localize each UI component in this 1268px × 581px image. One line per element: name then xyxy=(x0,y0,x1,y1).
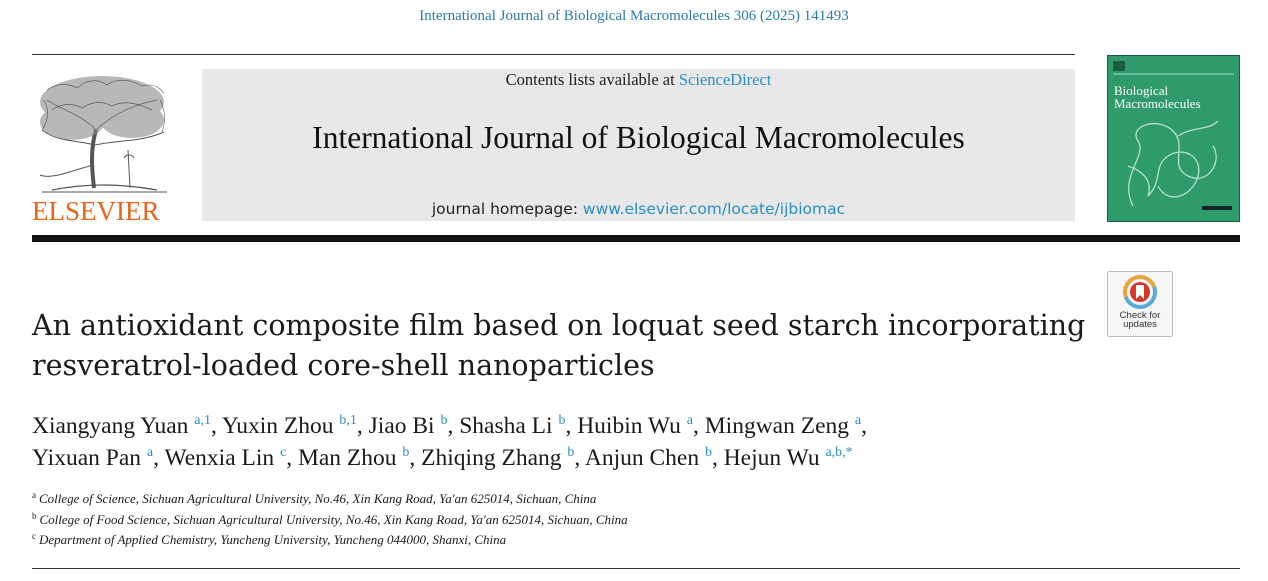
author-separator: , xyxy=(409,445,422,471)
article-title-line1: An antioxidant composite film based on loquat seed starch incorporating xyxy=(32,309,1086,342)
author-name[interactable]: Mingwan Zeng xyxy=(704,413,850,439)
author-list xyxy=(32,410,1112,474)
author-separator: , xyxy=(693,413,705,439)
author-name[interactable]: Xiangyang Yuan xyxy=(32,413,189,439)
author-affil-marker[interactable]: b xyxy=(558,413,566,428)
author-separator: , xyxy=(356,413,369,439)
sciencedirect-link[interactable]: ScienceDirect xyxy=(678,70,772,89)
journal-homepage xyxy=(202,200,1075,218)
author-affil-marker[interactable]: b,1 xyxy=(339,413,357,428)
check-updates-line1: Check for xyxy=(1119,310,1161,321)
homepage-prefix: journal homepage: xyxy=(431,200,583,218)
author-separator: , xyxy=(153,445,165,471)
author-affil-marker[interactable]: c xyxy=(280,445,287,460)
journal-title: International Journal of Biological Macromolecules xyxy=(312,120,965,155)
author-line-1 xyxy=(32,410,1112,442)
article-title xyxy=(32,306,1092,386)
affiliation-text: College of Food Science, Sichuan Agricultural University, No.46, Xin Kang Road, Ya'an 625014, Sichuan, China xyxy=(39,511,628,527)
author-affil-marker[interactable]: a,b,* xyxy=(825,445,853,460)
affiliation-label: c xyxy=(32,531,36,541)
cover-title-line1: Biological xyxy=(1114,83,1169,98)
cover-artwork-icon xyxy=(1108,56,1240,222)
author-name[interactable]: Yixuan Pan xyxy=(32,445,142,471)
author-affil-marker[interactable]: a xyxy=(686,413,694,428)
author-name[interactable]: Jiao Bi xyxy=(368,413,435,439)
affiliation-list xyxy=(32,489,932,551)
affiliation-label: a xyxy=(32,490,36,500)
author-name[interactable]: Shasha Li xyxy=(459,413,553,439)
journal-cover[interactable] xyxy=(1107,55,1240,222)
author-affil-marker[interactable]: b xyxy=(440,413,448,428)
affiliation-item xyxy=(32,530,932,551)
cover-title-line2: Macromolecules xyxy=(1114,96,1201,111)
author-name[interactable]: Man Zhou xyxy=(297,445,397,471)
check-updates-line2: updates xyxy=(1123,319,1157,330)
author-affil-marker[interactable]: b xyxy=(402,445,410,460)
author-separator: , xyxy=(211,413,222,439)
contents-line xyxy=(202,70,1075,90)
homepage-link[interactable]: www.elsevier.com/locate/ijbiomac xyxy=(582,200,846,218)
check-updates-label xyxy=(1108,311,1172,329)
affiliation-item xyxy=(32,489,932,510)
header-thick-rule xyxy=(32,235,1240,242)
affiliation-label: b xyxy=(32,510,37,521)
article-title-line2: resveratrol-loaded core-shell nanoparticles xyxy=(32,349,655,382)
author-name[interactable]: Yuxin Zhou xyxy=(221,413,334,439)
author-affil-marker[interactable]: a xyxy=(854,413,862,428)
author-name[interactable]: Anjun Chen xyxy=(584,445,700,471)
section-rule xyxy=(32,568,1240,569)
author-affil-marker[interactable]: b xyxy=(704,445,712,460)
contents-prefix: Contents lists available at xyxy=(505,70,679,89)
author-separator: , xyxy=(286,445,298,471)
author-separator: , xyxy=(574,445,585,471)
header-rule xyxy=(32,54,1075,55)
cover-title xyxy=(1114,84,1201,110)
author-separator: , xyxy=(447,413,460,439)
author-name[interactable]: Hejun Wu xyxy=(723,445,820,471)
author-separator: , xyxy=(861,413,867,439)
affiliation-text: College of Science, Sichuan Agricultural University, No.46, Xin Kang Road, Ya'an 625014, Sichuan, China xyxy=(39,491,597,506)
check-for-updates-button[interactable] xyxy=(1107,271,1173,337)
journal-citation: International Journal of Biological Macromolecules 306 (2025) 141493 xyxy=(419,8,849,24)
author-separator: , xyxy=(565,413,578,439)
author-name[interactable]: Huibin Wu xyxy=(577,413,681,439)
affiliation-item xyxy=(32,510,932,531)
author-name[interactable]: Wenxia Lin xyxy=(164,445,275,471)
author-line-2 xyxy=(32,442,1112,474)
author-name[interactable]: Zhiqing Zhang xyxy=(421,445,562,471)
publisher-wordmark: ELSEVIER xyxy=(32,196,160,226)
author-separator: , xyxy=(711,445,724,471)
author-affil-marker[interactable]: a,1 xyxy=(194,413,212,428)
check-updates-icon xyxy=(1123,275,1157,309)
author-affil-marker[interactable]: b xyxy=(567,445,575,460)
author-affil-marker[interactable]: a xyxy=(146,445,154,460)
affiliation-text: Department of Applied Chemistry, Yuncheng University, Yuncheng 044000, Shanxi, China xyxy=(39,532,507,547)
